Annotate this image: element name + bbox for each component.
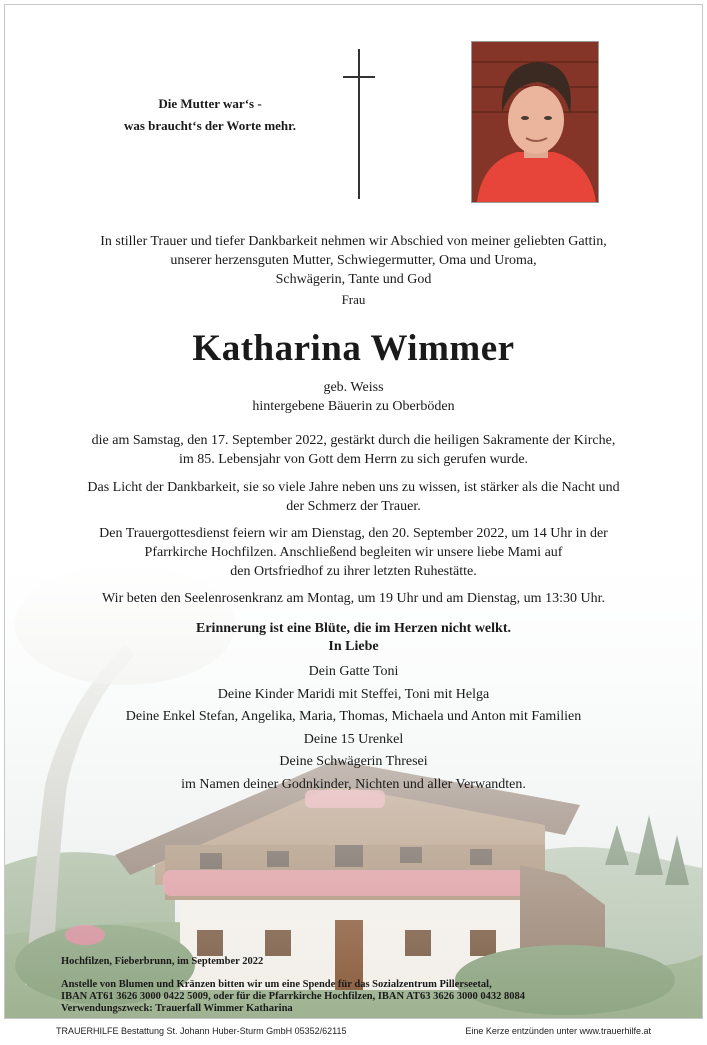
memory-quote: Erinnerung ist eine Blüte, die im Herzen nicht welkt. [196,621,511,636]
cross-icon [343,49,375,199]
funeral-home-info: TRAUERHILFE Bestattung St. Johann Huber-Sturm GmbH 05352/62115 [56,1026,347,1036]
light-line: Das Licht der Dankbarkeit, sie so viele Jahre neben uns zu wissen, ist stärker als die Nacht und [87,480,620,495]
service-text [45,524,662,581]
death-line: die am Samstag, den 17. September 2022, gestärkt durch die heiligen Sakramente der Kirche, [91,433,616,448]
mourner-line: im Namen deiner Godnkinder, Nichten und aller Verwandten. [181,776,526,792]
intro-line: In stiller Trauer und tiefer Dankbarkeit nehmen wir Abschied von meiner geliebten Gattin, [100,234,607,249]
rosary-text: Wir beten den Seelenrosenkranz am Montag, um 19 Uhr und am Dienstag, um 13:30 Uhr. [102,591,605,606]
service-line: den Ortsfriedhof zu ihrer letzten Ruhestätte. [230,564,477,579]
mourner-line: Deine 15 Urenkel [303,731,404,747]
mourner-line: Deine Kinder Maridi mit Steffei, Toni mit Helga [217,686,490,702]
intro-line: unserer herzensguten Mutter, Schwiegermutter, Oma und Uroma, [170,253,537,268]
salutation: Frau [341,292,366,307]
death-line: im 85. Lebensjahr von Gott dem Herrn zu sich gerufen wurde. [178,452,529,467]
place-date: Hochfilzen, Fieberbrunn, im September 2022 [61,956,264,967]
mourner-line: Dein Gatte Toni [308,664,399,679]
service-line: Den Trauergottesdienst feiern wir am Dienstag, den 20. September 2022, um 14 Uhr in der [99,526,608,541]
intro-line: Schwägerin, Tante und God [275,272,432,287]
mourners-list [45,661,662,796]
birth-name: geb. Weiss [323,380,384,395]
candle-link[interactable]: Eine Kerze entzünden unter www.trauerhilfe.at [465,1026,651,1036]
donation-text [61,979,525,1015]
funeral-home-bar [0,1022,707,1040]
motto-line: was braucht‘s der Worte mehr. [123,118,296,133]
donation-line: Verwendungszweck: Trauerfall Wimmer Katharina [61,1003,293,1014]
mourner-line: Deine Schwägerin Thresei [279,754,428,769]
deceased-name: Katharina Wimmer [192,328,515,369]
donation-line: Anstelle von Blumen und Kränzen bitten wir um eine Spende für das Sozialzentrum Pillerseetal, [61,979,492,990]
mourner-line: Deine Enkel Stefan, Angelika, Maria, Thomas, Michaela und Anton mit Familien [125,709,582,724]
obituary-sheet [4,4,703,1019]
motto-line: Die Mutter war‘s - [158,96,262,111]
obituary-content [5,5,702,1018]
light-line: der Schmerz der Trauer. [286,499,421,514]
death-notice [45,431,662,469]
memory-closing: In Liebe [328,639,379,654]
light-text [45,478,662,516]
portrait-photo [471,41,599,203]
motto [95,93,325,137]
intro-text [45,232,662,289]
description: hintergebene Bäuerin zu Oberböden [252,399,455,414]
donation-line: IBAN AT61 3626 3000 0422 5009, oder für die Pfarrkirche Hochfilzen, IBAN AT63 3626 3000 0432 8084 [61,991,525,1002]
service-line: Pfarrkirche Hochfilzen. Anschließend begleiten wir unsere liebe Mami auf [144,545,563,560]
